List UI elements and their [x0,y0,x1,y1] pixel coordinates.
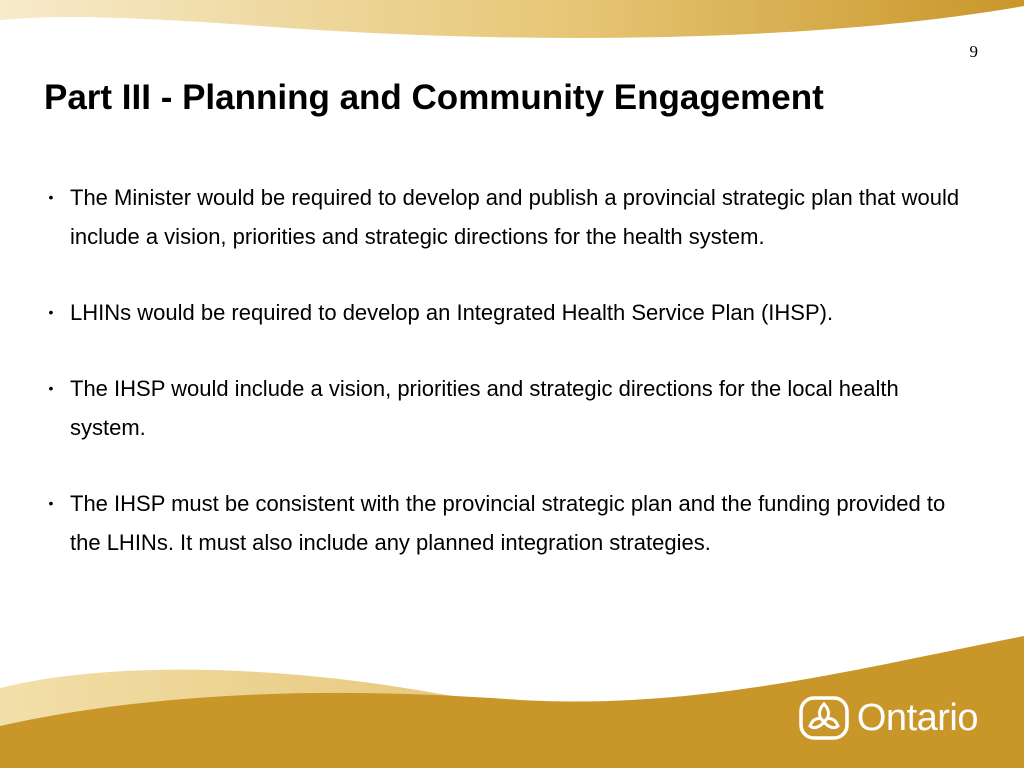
slide-title: Part III - Planning and Community Engagement [44,78,824,117]
bullet-text: The IHSP would include a vision, priorities and strategic directions for the local health system. [70,376,899,440]
ontario-logo [799,696,978,740]
trillium-icon [799,696,849,740]
bullet-item [44,178,974,256]
bullet-item [44,369,974,447]
bullet-dot: • [48,380,54,396]
ontario-wordmark: Ontario [856,696,978,739]
page-number: 9 [969,42,978,61]
bullet-text: The Minister would be required to develop and publish a provincial strategic plan that would include a vision, priorities and strategic directions for the health system. [70,185,960,249]
bullet-dot: • [48,189,54,205]
bullet-list [44,178,974,562]
bullet-text: The IHSP must be consistent with the provincial strategic plan and the funding provided to the LHINs. It must also include any planned integration strategies. [70,491,946,555]
bullet-item [44,293,974,332]
bullet-dot: • [48,304,54,320]
bullet-item [44,484,974,562]
bullet-text: LHINs would be required to develop an Integrated Health Service Plan (IHSP). [70,300,834,325]
top-gold-wave [0,0,1024,60]
bullet-dot: • [48,495,54,511]
